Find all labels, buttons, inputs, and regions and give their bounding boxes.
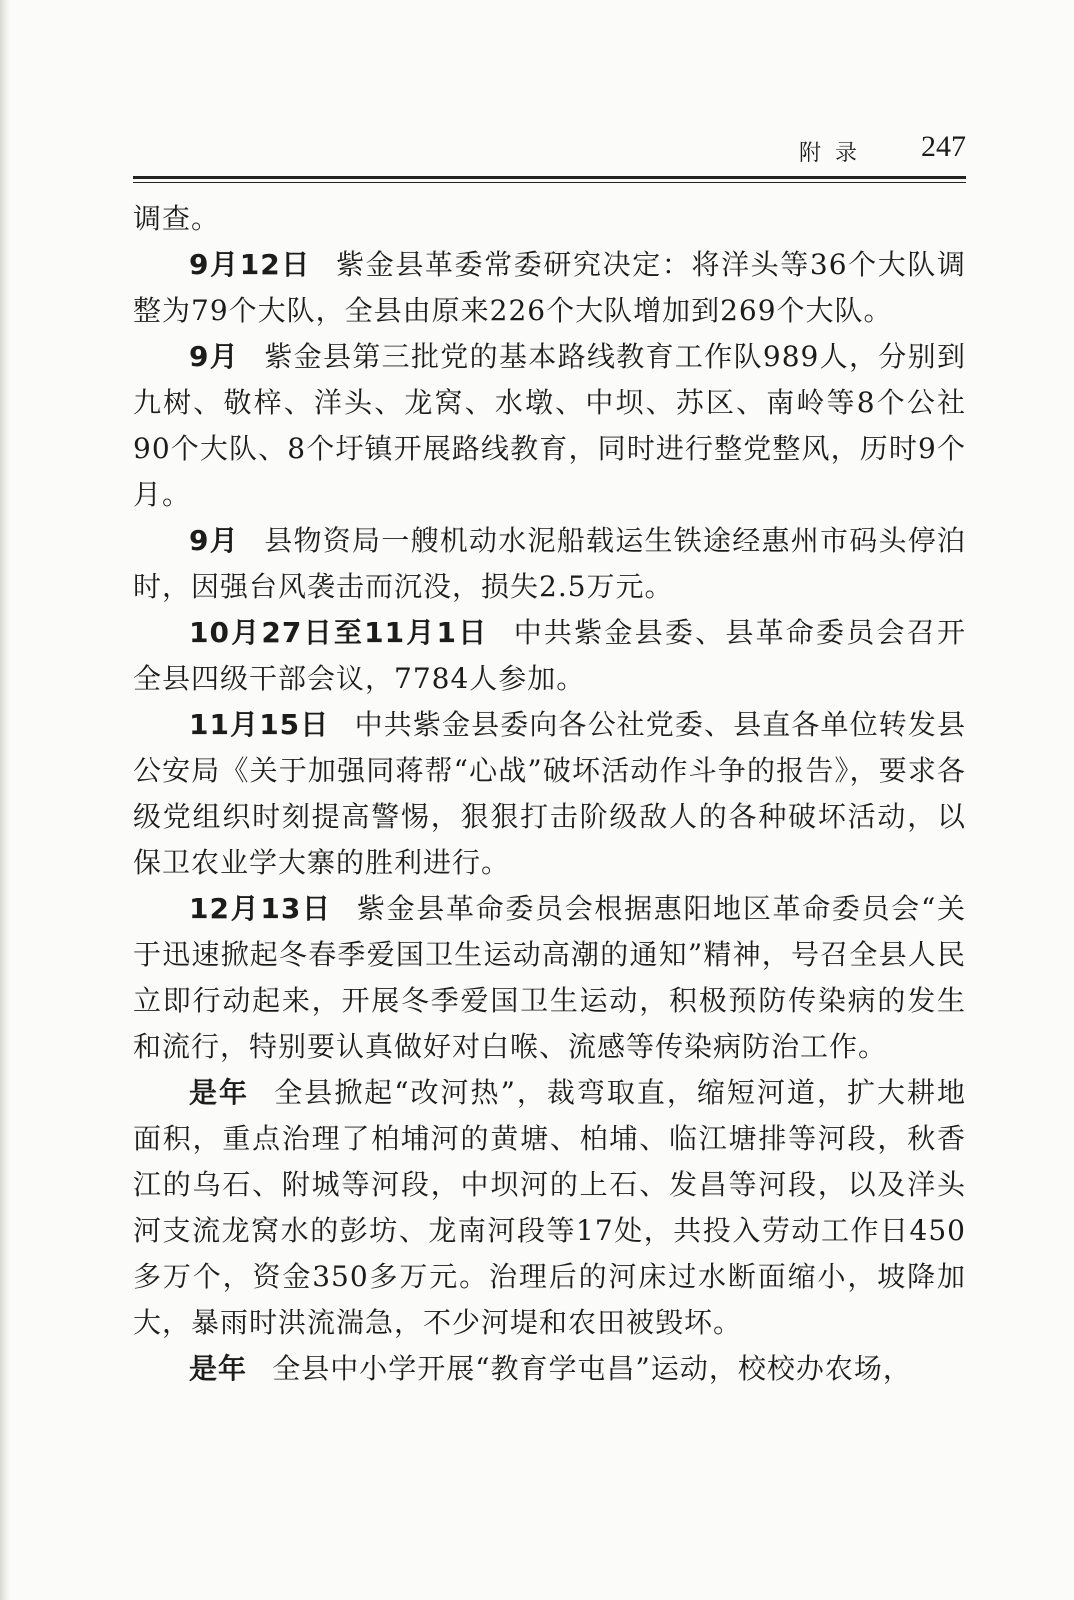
chronicle-entry	[133, 886, 966, 1070]
entry-text: 紫金县革命委员会根据惠阳地区革命委员会“关于迅速掀起冬春季爱国卫生运动高潮的通知”精神，号召全县人民立即行动起来，开展冬季爱国卫生运动，积极预防传染病的发生和流行，特别要认真做好对白喉、流感等传染病防治工作。	[133, 892, 966, 1063]
entry-date: 是年	[189, 1352, 248, 1385]
page-body	[133, 196, 966, 1392]
entry-text: 紫金县革委常委研究决定：将洋头等36个大队调整为79个大队，全县由原来226个大队增加到269个大队。	[133, 248, 966, 327]
entry-date: 10月27日至11月1日	[189, 616, 489, 649]
continuation-text: 调查。	[133, 202, 221, 235]
chronicle-entry	[133, 702, 966, 886]
header-section-title: 附录	[798, 141, 871, 166]
entry-date: 11月15日	[189, 708, 330, 741]
entry-text: 紫金县第三批党的基本路线教育工作队989人，分别到九树、敬梓、洋头、龙窝、水墩、中坝、苏区、南岭等8个公社90个大队、8个圩镇开展路线教育，同时进行整党整风，历时9个月。	[133, 340, 966, 511]
header-rule-thick	[133, 176, 966, 179]
page-edge-shadow	[0, 0, 10, 1600]
chronicle-entry	[133, 334, 966, 518]
entry-date: 是年	[189, 1076, 250, 1109]
entry-text: 县物资局一艘机动水泥船载运生铁途经惠州市码头停泊时，因强台风袭击而沉没，损失2.5万元。	[133, 524, 966, 603]
header-rule-thin	[133, 182, 966, 183]
chronicle-entry	[133, 242, 966, 334]
entry-text: 中共紫金县委向各公社党委、县直各单位转发县公安局《关于加强同蒋帮“心战”破坏活动作斗争的报告》，要求各级党组织时刻提高警惕，狠狠打击阶级敌人的各种破坏活动，以保卫农业学大寨的胜利进行。	[133, 708, 966, 879]
chronicle-entry	[133, 610, 966, 702]
chronicle-entry	[133, 518, 966, 610]
entry-date: 9月12日	[189, 248, 311, 281]
entry-date: 12月13日	[189, 892, 332, 925]
entry-text: 全县中小学开展“教育学屯昌”运动，校校办农场，	[272, 1352, 912, 1385]
chronicle-entry	[133, 1346, 966, 1392]
running-header	[133, 128, 966, 168]
entry-text: 中共紫金县委、县革命委员会召开全县四级干部会议，7784人参加。	[133, 616, 966, 695]
page-number: 247	[921, 130, 966, 163]
entry-text: 全县掀起“改河热”，裁弯取直，缩短河道，扩大耕地面积，重点治理了柏埔河的黄塘、柏埔、临江塘排等河段，秋香江的乌石、附城等河段，中坝河的上石、发昌等河段，以及洋头河支流龙窝水的彭坊、龙南河段等17处，共投入劳动工作日450多万个，资金350多万元。治理后的河床过水断面缩小，坡降加大，暴雨时洪流湍急，不少河堤和农田被毁坏。	[133, 1076, 966, 1339]
entry-date: 9月	[189, 340, 240, 373]
entry-date: 9月	[189, 524, 239, 557]
chronicle-entry	[133, 1070, 966, 1346]
